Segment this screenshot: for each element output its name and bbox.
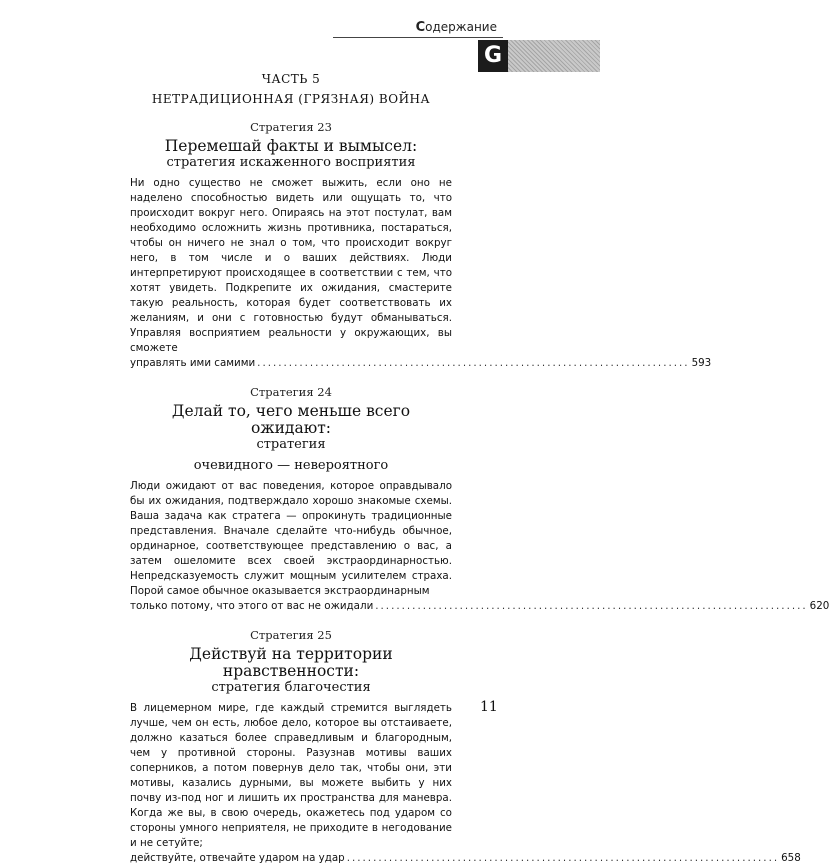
page-ref: 593 — [691, 357, 712, 369]
page-ref: 620 — [809, 600, 829, 612]
toc-leader-line — [130, 851, 801, 866]
page-ref: 658 — [781, 852, 801, 864]
strategy-subtitle-line-1: стратегия — [256, 437, 326, 452]
dot-leader: .................................................................................. — [346, 852, 780, 864]
part-title: НЕТРАДИЦИОННАЯ (ГРЯЗНАЯ) ВОЙНА — [151, 92, 431, 106]
header-tab-letter: G — [478, 40, 508, 72]
toc-entry — [130, 385, 829, 614]
strategy-description: Ни одно существо не сможет выжить, если оно не наделено способностью видеть или ощущать то, что происходит вокруг него. Опираясь на этот постулат, вам необходимо осложнить жизнь противника, постараться, чтобы он ничего не знал о том, что происходит вокруг него, в том числе и о ваших действиях. Люди интерпретируют происходящее в соответствии с тем, что хотят увидеть. Подкрепите их ожидания, смастерите такую реальность, которая будет соответствовать их желаниям, и они с готовностью будут обманываться. Управляя восприятием реальности у окружающих, вы сможете — [130, 177, 452, 354]
strategy-subtitle: стратегия благочестия — [211, 680, 371, 695]
page-number: 11 — [480, 699, 498, 715]
strategy-title: Действуй на территории нравственности: — [189, 645, 393, 680]
toc-entry — [130, 120, 712, 371]
toc-leader-line — [130, 356, 712, 371]
strategy-label: Стратегия 24 — [250, 385, 332, 399]
header-rule — [333, 37, 503, 38]
strategy-last-line: управлять ими самими — [130, 357, 256, 369]
dot-leader: .................................................................................. — [257, 357, 690, 369]
strategy-label: Стратегия 23 — [250, 120, 332, 134]
running-header-title — [416, 20, 497, 35]
strategy-title: Перемешай факты и вымысел: — [164, 137, 418, 155]
strategy-description: Люди ожидают от вас поведения, которое оправдывало бы их ожидания, подтверждало хорошо знакомые схемы. Ваша задача как стратега — опрокинуть традиционные представления. Вначале сделайте что-нибудь обычное, ординарное, соответствующее представлению о вас, а затем ошеломите всех своей экстраординарностью. Непредсказуемость служит мощным усилителем страха. Порой самое обычное оказывается экстраординарным — [130, 480, 452, 597]
dot-leader: .................................................................................. — [375, 600, 808, 612]
header-title-rest: одержание — [425, 20, 497, 34]
strategy-title: Делай то, чего меньше всего ожидают: — [171, 402, 411, 437]
part-label: ЧАСТЬ 5 — [261, 72, 321, 86]
header-title-initial: С — [415, 20, 426, 35]
strategy-label: Стратегия 25 — [250, 628, 332, 642]
strategy-description: В лицемерном мире, где каждый стремится выглядеть лучше, чем он есть, любое дело, которое вы отстаиваете, должно казаться более справедливым и благородным, чем у противной стороны. Разузнав мотивы ваших соперников, а потом повернув дело так, чтобы они, эти мотивы, казались дурными, вы можете выбить у них почву из-под ног и лишить их пространства для маневра. Когда же вы, в свою очередь, окажетесь под ударом со стороны умного неприятеля, не приходите в негодование и не сетуйте; — [130, 702, 452, 849]
strategy-subtitle-line-2: очевидного — невероятного — [193, 458, 389, 473]
strategy-last-line: действуйте, отвечайте ударом на удар — [130, 852, 345, 864]
toc-leader-line — [130, 599, 829, 614]
strategy-subtitle: стратегия искаженного восприятия — [166, 155, 416, 170]
strategy-last-line: только потому, что этого от вас не ожидали — [130, 600, 374, 612]
